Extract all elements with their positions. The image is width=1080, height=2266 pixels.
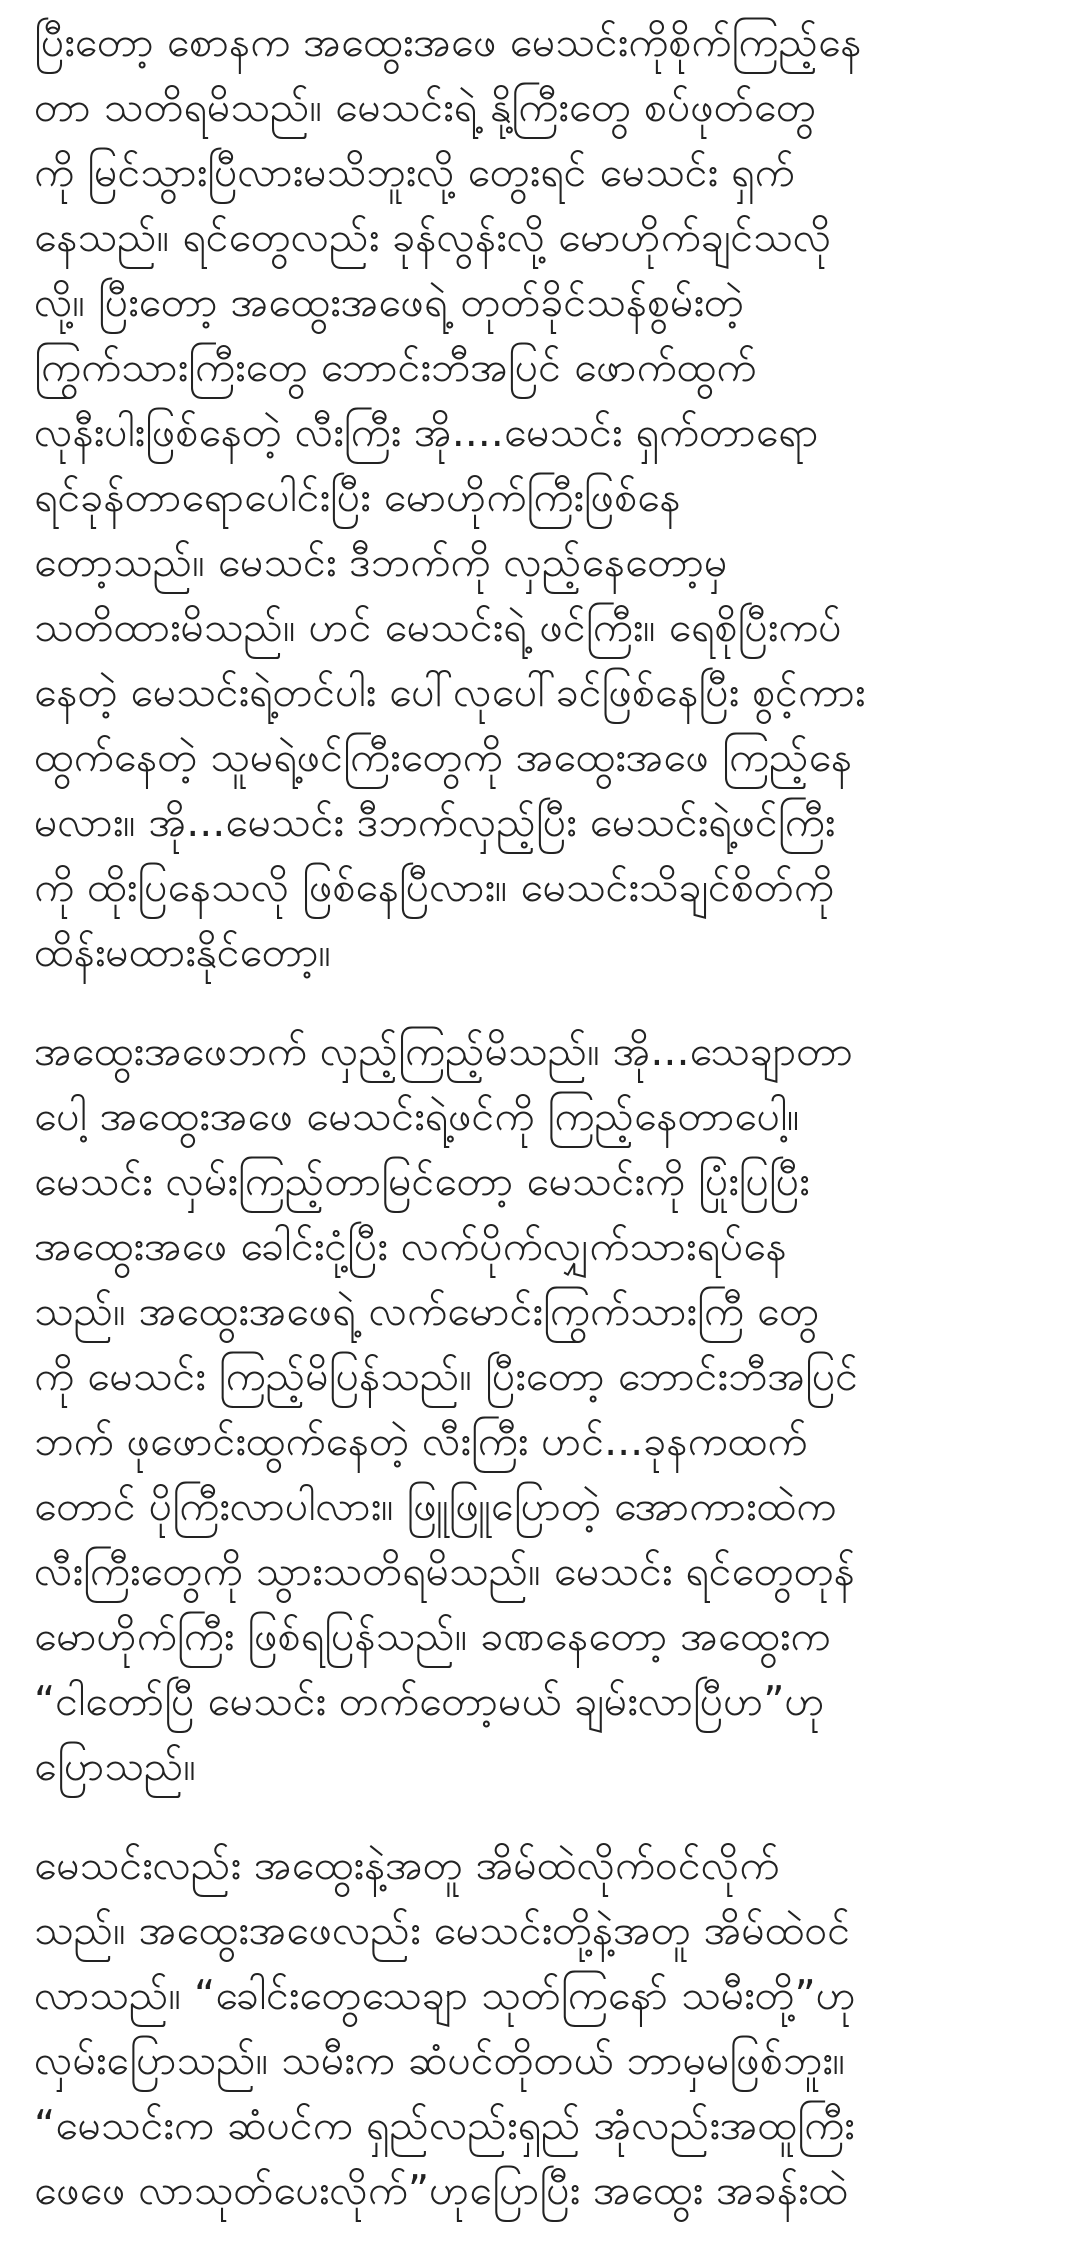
text-line: ဖေဖေ လာသုတ်ပေးလိုက်”ဟုပြောပြီး အထွေး အခန်းထဲ — [34, 2166, 849, 2214]
text-line: သည်။ အထွေးအဖေရဲ့ လက်မောင်းကြွက်သားကြီ တွေ — [34, 1287, 820, 1335]
text-line: တောင် ပိုကြီးလာပါလား။ ဖြူဖြူပြောတဲ့ အောကားထဲက — [34, 1482, 837, 1530]
text-line: ပေါ့ အထွေးအဖေ မေသင်းရဲ့ဖင်ကို ကြည့်နေတာပေါ့။ — [34, 1092, 800, 1140]
text-line: သတိထားမိသည်။ ဟင် မေသင်းရဲ့ ဖင်ကြီး။ ရေစိုပြီးကပ် — [34, 603, 842, 651]
text-line: ကို မေသင်း ကြည့်မိပြန်သည်။ ပြီးတော့ ဘောင်းဘီအပြင် — [34, 1352, 858, 1400]
text-line: တာ သတိရမိသည်။ မေသင်းရဲ့ နို့ကြီးတွေ စပ်ဖုတ်တွေ — [34, 83, 816, 131]
text-line: နေသည်။ ရင်တွေလည်း ခုန်လွန်းလို့ မောဟိုက်ချင်သလို — [34, 213, 832, 261]
text-line: လှမ်းပြောသည်။ သမီးက ဆံပင်တိုတယ် ဘာမှမဖြစ်ဘူး။ — [34, 2036, 846, 2084]
text-line: ကို ထိုးပြနေသလို ဖြစ်နေပြီလား။ မေသင်းသိချင်စိတ်ကို — [34, 863, 834, 911]
text-line: တော့သည်။ မေသင်း ဒီဘက်ကို လှည့်နေတော့မှ — [34, 538, 728, 586]
text-line: မောဟိုက်ကြီး ဖြစ်ရပြန်သည်။ ခဏနေတော့ အထွေးက — [34, 1612, 831, 1660]
text-line: ကြွက်သားကြီးတွေ ဘောင်းဘီအပြင် ဖောက်ထွက် — [34, 343, 757, 391]
text-line: သည်။ အထွေးအဖေလည်း မေသင်းတို့နဲ့အတူ အိမ်ထဲဝင် — [34, 1906, 851, 1954]
text-line: လီးကြီးတွေကို သွားသတိရမိသည်။ မေသင်း ရင်တွေတုန် — [34, 1547, 855, 1595]
paragraph-1 — [34, 10, 1046, 985]
text-line: လို့။ ပြီးတော့ အထွေးအဖေရဲ့ တုတ်ခိုင်သန်စွမ်းတဲ့ — [34, 278, 744, 326]
text-line: “ငါတော်ပြီ မေသင်း တက်တော့မယ် ချမ်းလာပြီဟ”ဟု — [34, 1677, 825, 1725]
text-line: အထွေးအဖေဘက် လှည့်ကြည့်မိသည်။ အို...သေချာတာ — [34, 1027, 853, 1075]
text-line: နေတဲ့ မေသင်းရဲ့တင်ပါး ပေါ်လုပေါ်ခင်ဖြစ်နေပြီး စွင့်ကား — [34, 668, 866, 716]
text-line: မေသင်းလည်း အထွေးနဲ့အတူ အိမ်ထဲလိုက်ဝင်လိုက် — [34, 1841, 780, 1889]
text-line: ပြီးတော့ စောနက အထွေးအဖေ မေသင်းကိုစိုက်ကြည့်နေ — [34, 18, 862, 66]
text-line: ကို မြင်သွားပြီလားမသိဘူးလို့ တွေးရင် မေသင်း ရှက် — [34, 148, 795, 196]
text-line: လုနီးပါးဖြစ်နေတဲ့ လီးကြီး အို....မေသင်း ရှက်တာရော — [34, 408, 819, 456]
text-line: ထိန်းမထားနိုင်တော့။ — [34, 928, 331, 976]
text-line: အထွေးအဖေ ခေါင်းငုံ့ပြီး လက်ပိုက်လျှက်သားရပ်နေ — [34, 1222, 787, 1270]
paragraph-3 — [34, 1833, 1046, 2223]
text-line: မေသင်း လှမ်းကြည့်တာမြင်တော့ မေသင်းကို ပြုံးပြပြီး — [34, 1157, 810, 1205]
text-line: ဘက် ဖုဖောင်းထွက်နေတဲ့ လီးကြီး ဟင်...ခုနကထက် — [34, 1417, 808, 1465]
paragraph-2 — [34, 1019, 1046, 1799]
text-line: ရင်ခုန်တာရောပေါင်းပြီး မောဟိုက်ကြီးဖြစ်နေ — [34, 473, 681, 521]
text-line: ပြောသည်။ — [34, 1742, 196, 1790]
text-line: မလား။ အို...မေသင်း ဒီဘက်လှည့်ပြီး မေသင်းရဲ့ဖင်ကြီး — [34, 798, 836, 846]
text-line: ထွက်နေတဲ့ သူမရဲ့ဖင်ကြီးတွေကို အထွေးအဖေ ကြည့်နေ — [34, 733, 853, 781]
text-line: “မေသင်းက ဆံပင်က ရှည်လည်းရှည် အုံလည်းအထူကြီး — [34, 2101, 855, 2149]
text-line: လာသည်။ “ခေါင်းတွေသေချာ သုတ်ကြနော် သမီးတို့”ဟု — [34, 1971, 856, 2019]
